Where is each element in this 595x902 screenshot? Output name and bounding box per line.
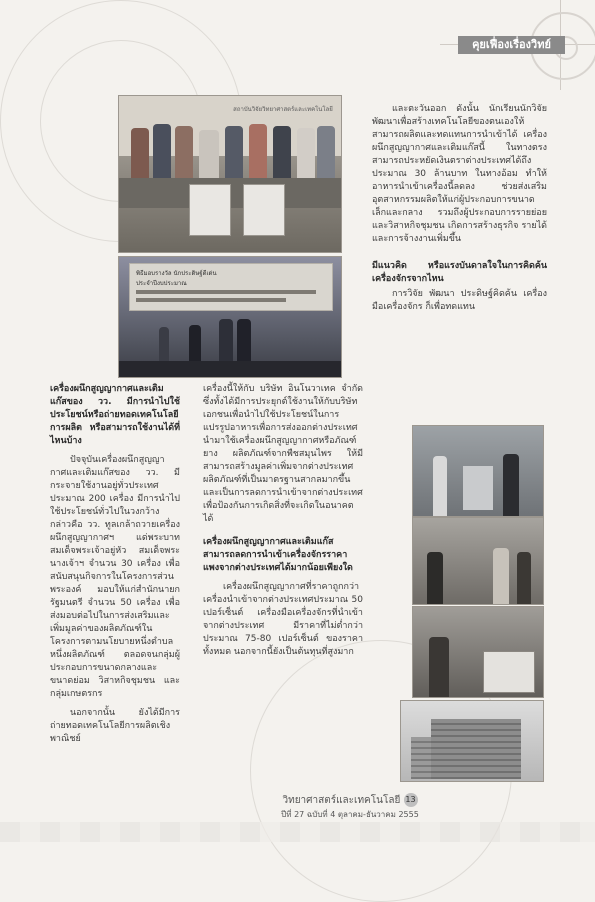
banner-stripe [136, 298, 286, 302]
person-figure [219, 319, 233, 361]
person-figure [159, 327, 169, 361]
sub-heading: มีแนวคิด หรือแรงบันดาลใจในการคิดค้นเครื่องจักรจากไหน [372, 261, 547, 284]
person-figure [199, 130, 219, 178]
magazine-name: วิทยาศาสตร์และเทคโนโลยี [282, 795, 401, 806]
person-figure [317, 126, 335, 178]
person-figure [237, 319, 251, 361]
building-shape [431, 719, 521, 779]
paragraph: เครื่องผนึกสูญญากาศที่ราคาถูกกว่าเครื่องนำเข้าจากต่างประเทศประมาณ 50 เปอร์เซ็นต์ เครื่องมือเครื่องจักรที่นำเข้าจากต่างประเทศ มีราคาที่ไม่ต่ำกว่าประมาณ 75-80 เปอร์เซ็นต์ ของราคาทั้งหมด นอกจากนี้ยังเป็นต้นทุนที่สูงมาก [203, 582, 363, 657]
paragraph: นอกจากนั้น ยังได้มีการถ่ายทอดเทคโนโลยีการผลิตเชิงพาณิชย์ [50, 708, 180, 744]
display-machine [463, 466, 493, 510]
footer-line-1 [260, 793, 440, 808]
section-title: คุยเฟื่องเรื่องวิทย์ [458, 36, 565, 54]
sealing-machine [243, 184, 285, 236]
person-figure [503, 454, 519, 516]
question-heading: เครื่องผนึกสูญญากาศและเติมแก๊สของ วว. มีการนำไปใช้ประโยชน์หรือถ่ายทอดเทคโนโลยีการผลิต หรือสามารถใช้งานได้ที่ไหนบ้าง [50, 384, 180, 446]
photo-caption: สถาบันวิจัยวิทยาศาสตร์และเทคโนโลยี [233, 106, 333, 113]
sealing-machine [189, 184, 231, 236]
banner-text: ประจำปีงบประมาณ [136, 280, 187, 287]
footer-decoration [0, 822, 595, 842]
article-column-right [372, 103, 547, 320]
person-figure [131, 128, 149, 178]
issue-info: ปีที่ 27 ฉบับที่ 4 ตุลาคม-ธันวาคม 2555 [281, 810, 419, 819]
photo-building [400, 700, 544, 782]
person-figure [225, 126, 243, 178]
person-figure [427, 552, 443, 604]
page-number: 13 [404, 793, 418, 807]
paragraph: และตะวันออก ดังนั้น นักเรียนนักวิจัยพัฒนาเพื่อสร้างเทคโนโลยีของตนเองให้สามารถผลิตและทดแทนการนำเข้าได้ เครื่องผนึกสูญญากาศและเติมแก๊สนี้ ในทางตรงสามารถประหยัดเงินตราต่างประเทศได้ถึงประมาณ 30 ล้านบาท ในทางอ้อม ทำให้อาหารนำเข้าเครื่องนี้ลดลง ช่วยส่งเสริมอุตสาหกรรมผลิตให้แก่ผู้ประกอบการขนาดเล็กและกลาง รวมถึงผู้ประกอบการรายย่อยและวิสาหกิจชุมชน เกิดการสร้างธุรกิจ รายได้ และการจ้างงานเพิ่มขึ้น [372, 104, 547, 244]
person-figure [429, 637, 449, 697]
banner-stripe [136, 290, 316, 294]
paragraph: การวิจัย พัฒนา ประดิษฐ์คิดค้น เครื่องมือเครื่องจักร ก็เพื่อทดแทน [372, 289, 547, 312]
person-figure [493, 548, 509, 604]
person-figure [297, 128, 315, 178]
photo-exhibition-booth [412, 425, 544, 517]
person-figure [249, 124, 267, 178]
paragraph: เครื่องนี้ให้กับ บริษัท อินโนวาเทค จำกัด ซึ่งทั้งได้มีการประยุกต์ใช้งานให้กับบริษัทเอกชนเพื่อนำไปใช้ประโยชน์ในการแปรรูปอาหารเพื่อการส่งออกต่างประเทศ นำมาใช้เครื่องผนึกสูญญากาศหรือภัณฑ์ยาง ผลิตภัณฑ์จากพืชสมุนไพร ให้มีสามารถสร้างมูลค่าเพิ่มจากต่างประเทศ ผลิตภัณฑ์ที่เป็นมาตรฐานสากลมากขึ้น และเป็นการลดการนำเข้าจากต่างประเทศ เพื่อป้องกันการเกิดสิ่งที่จะเกิดในอนาคตได้ [203, 384, 363, 524]
person-figure [517, 552, 531, 604]
stage-floor [119, 361, 341, 377]
page-footer [260, 793, 440, 822]
photo-award-stage [118, 256, 342, 378]
paragraph: ปัจจุบันเครื่องผนึกสูญญากาศและเติมแก๊สของ วว. มีกระจายใช้งานอยู่ทั่วประเทศ ประมาณ 200 เครื่อง มีการนำไปใช้ประโยชน์ทั่วไปในวงกว้าง กล่าวคือ วว. ทูลเกล้าถวายเครื่องผนึกสูญญากาศฯ แด่พระบาทสมเด็จพระเจ้าอยู่หัว สมเด็จพระนางเจ้าฯ จำนวน 30 เครื่อง เพื่อสนับสนุนกิจการในโครงการส่วนพระองค์ มอบให้แก่สำนักนายกรัฐมนตรี จำนวน 50 เครื่อง เพื่อส่งมอบต่อไปในการส่งเสริมและเพิ่มมูลค่าของผลิตภัณฑ์ในโครงการตามนโยบายหนึ่งตำบลหนึ่งผลิตภัณฑ์ ตลอดจนกลุ่มผู้ประกอบการขนาดกลางและขนาดย่อม วิสาหกิจชุมชน และกลุ่มเกษตรกร [50, 455, 180, 699]
photo-machine-demo [412, 606, 544, 698]
stage-banner [129, 263, 333, 311]
banner-text: พิธีมอบรางวัล นักประดิษฐ์ดีเด่น [136, 270, 217, 277]
article-column-left [50, 383, 180, 752]
photo-ceremony-group [118, 95, 342, 253]
display-machine [483, 651, 535, 693]
person-figure [433, 456, 447, 516]
person-figure [175, 126, 193, 178]
person-figure [273, 126, 291, 178]
article-column-middle [203, 383, 363, 665]
person-figure [153, 124, 171, 178]
photo-exhibition-visitors [412, 517, 544, 605]
person-figure [189, 325, 201, 361]
question-heading: เครื่องผนึกสูญญากาศและเติมแก๊สสามารถลดการนำเข้าเครื่องจักรราคาแพงจากต่างประเทศได้มากน้อยเพียงใด [203, 537, 353, 573]
